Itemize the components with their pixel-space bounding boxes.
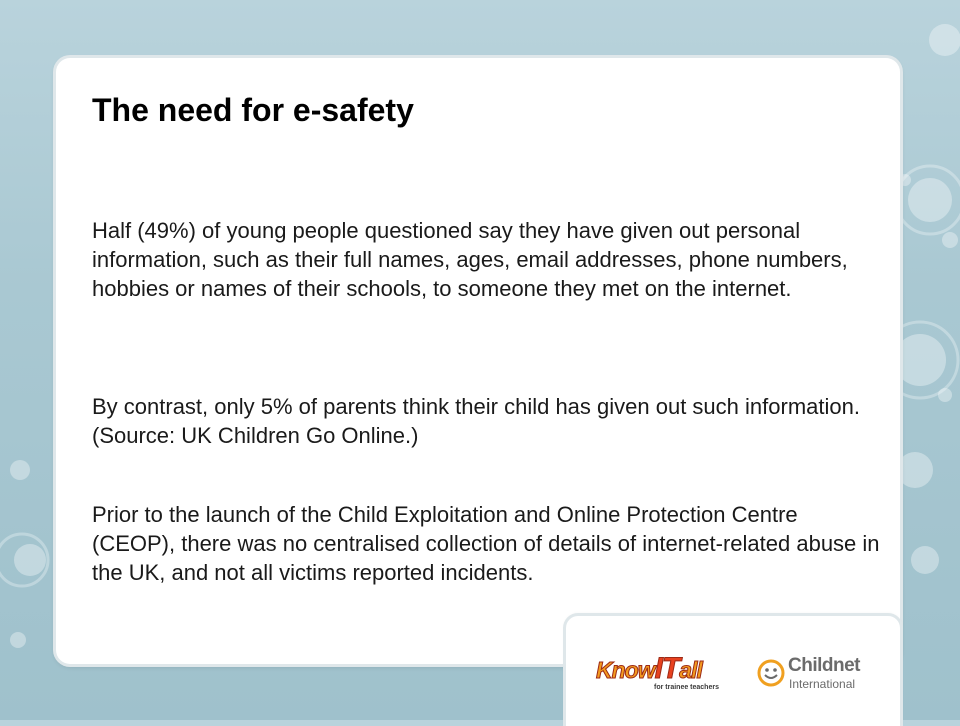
paragraph-young-people: Half (49%) of young people questioned say they have given out personal information, such as their full names, ages, email addresses, phone numbers, hobbies or names of their schools, to someone they met on the internet.	[92, 218, 848, 301]
knowitall-it: IT	[654, 652, 680, 685]
knowitall-wordmark	[596, 652, 702, 686]
paragraph-ceop: Prior to the launch of the Child Exploitation and Online Protection Centre (CEOP), there was no centralised collection of details of internet-related abuse in the UK, and not all victims reported incidents.	[92, 502, 880, 585]
knowitall-post: all	[679, 657, 702, 683]
knowitall-logo	[596, 652, 736, 702]
knowitall-pre: Know	[596, 657, 655, 683]
slide-title: The need for e-safety	[92, 92, 414, 128]
childnet-subtitle: International	[789, 677, 856, 691]
knowitall-subtitle: for trainee teachers	[654, 684, 719, 691]
paragraph-parents: By contrast, only 5% of parents think their child has given out such information. (Source: UK Children Go Online.)	[92, 394, 860, 448]
childnet-name: Childnet	[788, 655, 860, 676]
childnet-smiley-icon	[756, 658, 786, 688]
